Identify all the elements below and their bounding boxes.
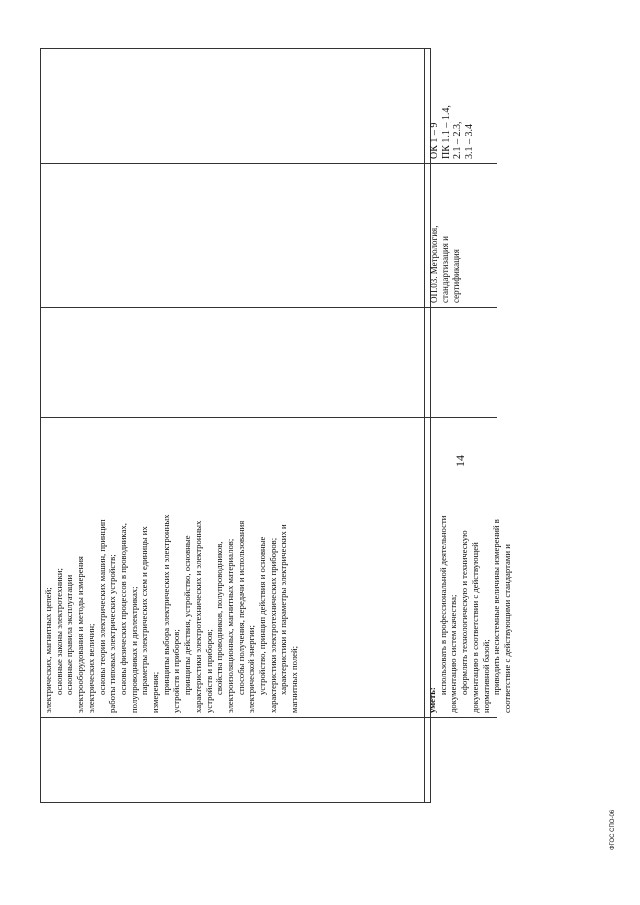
text-line: оформлять технологическую и техническую — [459, 530, 470, 695]
text-line: параметры электрических схем и единицы их — [139, 526, 150, 695]
text-line: ПК 1.1 – 1.4, — [440, 105, 452, 159]
text-line: свойства проводников, полупроводников, — [214, 541, 225, 695]
text-line: принципы выбора электрических и электронных — [160, 514, 171, 695]
knowledge-list — [43, 422, 300, 713]
text-line: основные правила эксплуатации — [64, 574, 75, 695]
text-line: стандартизация и — [440, 236, 450, 303]
curriculum-table — [40, 48, 512, 803]
text-line: документацию систем качества; — [448, 594, 459, 713]
text-line: электрической энергии; — [246, 625, 257, 713]
table-cell-index — [41, 718, 424, 802]
table-row — [41, 49, 424, 802]
table-cell-content — [425, 418, 512, 718]
text-line: основы теории электрических машин, принцип — [96, 519, 107, 695]
text-line: характеристики электротехнических и электронных — [192, 520, 203, 713]
page-number: 14 — [453, 455, 467, 467]
text-line: характеристики и параметры электрических и — [278, 524, 289, 695]
text-line: 3.1 – 3.4 — [463, 124, 475, 159]
text-line: соответствие с действующими стандартами и — [501, 544, 512, 713]
footer-code: ФГОС СПО-06 — [610, 809, 616, 850]
text-line: электрических, магнитных цепей; — [43, 587, 53, 713]
text-line: использовать в профессиональной деятельности — [437, 515, 448, 695]
skills-heading: уметь: — [427, 687, 437, 713]
text-line: устройств и приборов; — [171, 629, 182, 713]
text-line: измерения; — [150, 671, 161, 713]
competency-codes — [429, 105, 475, 159]
text-line: электрооборудования и методы измерения — [75, 556, 86, 713]
text-line: устройств и приборов; — [203, 629, 214, 713]
text-line: приводить несистемные величины измерений в — [491, 519, 502, 695]
text-line: документацию в соответствии с действующей — [469, 542, 480, 713]
table-cell-discipline — [41, 164, 424, 308]
table-cell-index — [425, 718, 497, 802]
text-line: магнитных полей; — [289, 645, 300, 713]
table-cell-empty — [425, 308, 497, 418]
text-line: принципы действия, устройство, основные — [182, 535, 193, 695]
text-line: сертификация — [451, 249, 461, 303]
text-line: электрических величин; — [85, 623, 96, 713]
text-line: полупроводниках и диэлектриках; — [128, 586, 139, 713]
text-line: характеристики электротехнических приборов; — [267, 537, 278, 713]
text-line: нормативной базой; — [480, 639, 491, 713]
text-line: работы типовых электрических устройств; — [107, 554, 118, 713]
text-line: электроизоляционных, магнитных материалов; — [224, 538, 235, 713]
discipline-name — [429, 226, 462, 303]
table-cell-competencies — [41, 47, 424, 164]
table-row — [424, 49, 512, 802]
text-line: устройство, принцип действия и основные — [257, 536, 268, 695]
text-line: основы физических процессов в проводниках, — [117, 523, 128, 695]
text-line: основные законы электротехники; — [53, 568, 64, 695]
table-cell-competencies — [425, 47, 497, 164]
text-line: 2.1 – 2.3, — [452, 121, 463, 159]
text-line: ОК 1 – 9 — [429, 122, 440, 159]
table-cell-discipline — [425, 164, 497, 308]
text-line: ОП.03. Метрология, — [429, 225, 439, 303]
skills-list — [438, 422, 513, 713]
table-cell-empty — [41, 308, 424, 418]
table-cell-content — [41, 418, 424, 718]
text-line: способы получения, передачи и использования — [235, 520, 246, 695]
